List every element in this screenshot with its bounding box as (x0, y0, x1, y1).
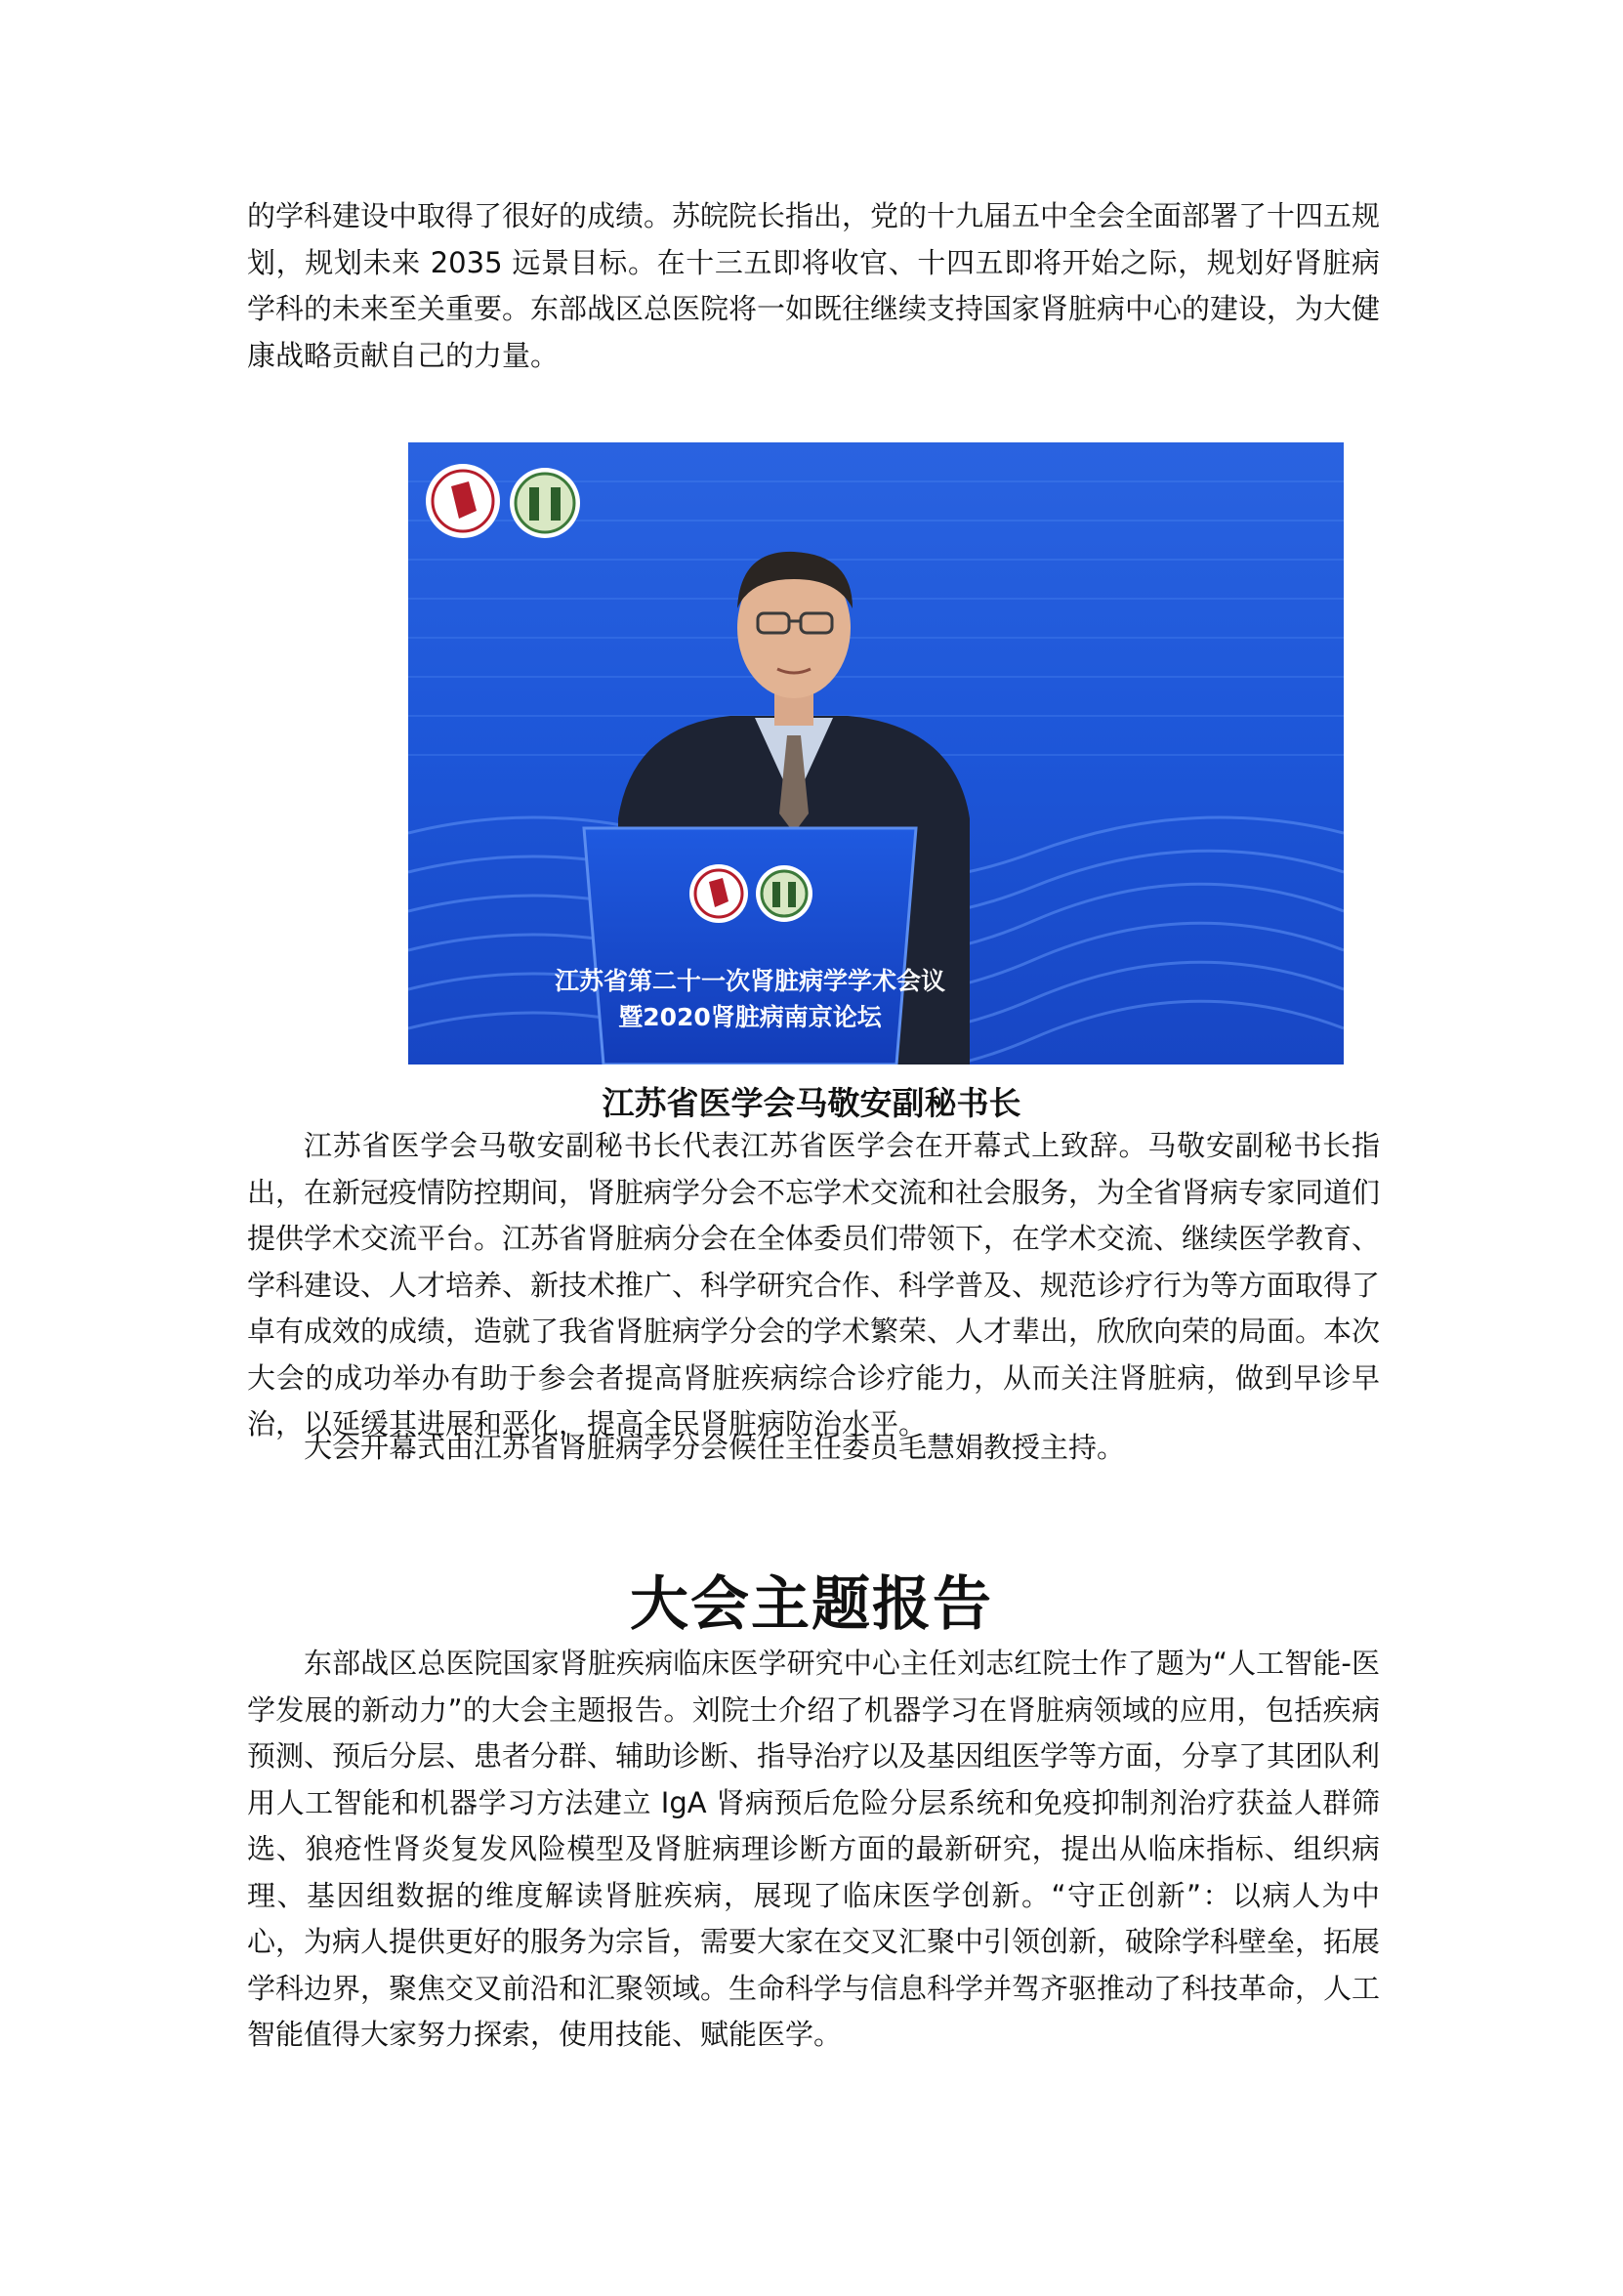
section-heading: 大会主题报告 (630, 1570, 993, 1639)
podium-line1: 江苏省第二十一次肾脏病学学术会议 (554, 967, 946, 995)
kidney-society-logo (510, 468, 580, 538)
medical-association-logo (426, 464, 500, 538)
podium (555, 828, 945, 1065)
host-paragraph: 大会开幕式由江苏省肾脏病学分会候任主任委员毛慧娟教授主持。 (304, 1431, 1126, 1464)
podium-line2: 暨2020肾脏病南京论坛 (618, 1003, 882, 1031)
report-paragraph: 东部战区总医院国家肾脏疾病临床医学研究中心主任刘志红院士作了题为“人工智能-医学发展的新动力”的大会主题报告。刘院士介绍了机器学习在肾脏病领域的应用，包括疾病预测、预后分层、患者分群、辅助诊断、指导治疗以及基因组医学等方面，分享了其团队利用人工智能和机器学习方法建立 IgA 肾病预后危险分层系统和免疫抑制剂治疗获益人群筛选、狼疮性肾炎复发风险模型及肾脏病理诊断方面的最新研究，提出从临床指标、组织病理、基因组数据的维度解读肾脏疾病，展现了临床医学创新。“守正创新”：以病人为中心，为病人提供更好的服务为宗旨，需要大家在交叉汇聚中引领创新，破除学科壁垒，拓展学科边界，聚焦交叉前沿和汇聚领域。生命科学与信息科学并驾齐驱推动了科技革命，人工智能值得大家努力探索，使用技能、赋能医学。 (247, 1647, 1381, 2051)
photo-caption: 江苏省医学会马敬安副秘书长 (602, 1084, 1021, 1122)
speaker-photo-illustration (408, 442, 1344, 1065)
speaker-photo (408, 442, 1344, 1065)
speech-paragraph: 江苏省医学会马敬安副秘书长代表江苏省医学会在开幕式上致辞。马敬安副秘书长指出，在新冠疫情防控期间，肾脏病学分会不忘学术交流和社会服务，为全省肾病专家同道们提供学术交流平台。江苏省肾脏病分会在全体委员们带领下，在学术交流、继续医学教育、学科建设、人才培养、新技术推广、科学研究合作、科学普及、规范诊疗行为等方面取得了卓有成效的成绩，造就了我省肾脏病学分会的学术繁荣、人才辈出，欣欣向荣的局面。本次大会的成功举办有助于参会者提高肾脏疾病综合诊疗能力，从而关注肾脏病，做到早诊早治，以延缓其进展和恶化，提高全民肾脏病防治水平。 (247, 1129, 1381, 1440)
intro-paragraph: 的学科建设中取得了很好的成绩。苏皖院长指出，党的十九届五中全会全面部署了十四五规划，规划未来 2035 远景目标。在十三五即将收官、十四五即将开始之际，规划好肾脏病学科的未来至关重要。东部战区总医院将一如既往继续支持国家肾脏病中心的建设，为大健康战略贡献自己的力量。 (247, 199, 1381, 372)
